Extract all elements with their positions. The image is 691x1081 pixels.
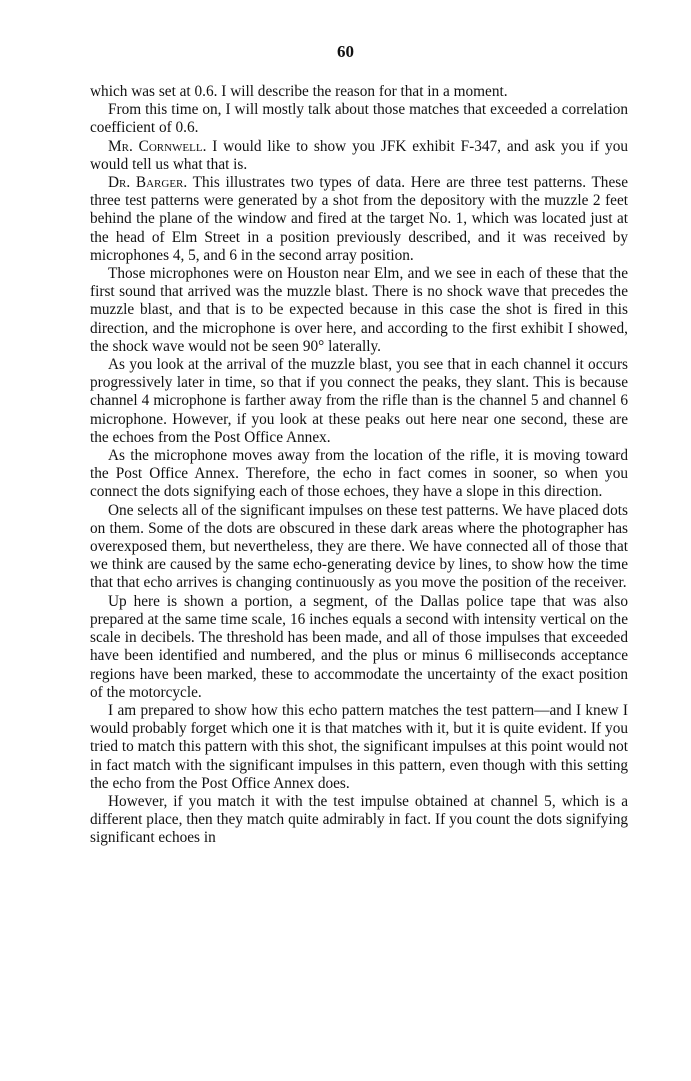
- paragraph: [90, 793, 628, 848]
- body-text: [90, 83, 628, 848]
- paragraph-text: As you look at the arrival of the muzzle blast, you see that in each channel it occurs progressively later in time, so that if you connect the peaks, they slant. This is because channel 4 microphone is farther away from the rifle than is the channel 5 and channel 6 microphone. However, if you look at these peaks out here near one second, these are the echoes from the Post Office Annex.: [90, 356, 628, 446]
- paragraph: [90, 356, 628, 447]
- paragraph: [90, 593, 628, 702]
- speaker-name: Mr. Cornwell.: [108, 137, 207, 155]
- paragraph-text: However, if you match it with the test impulse obtained at channel 5, which is a different place, then they match quite admirably in fact. If you count the dots signifying significant echoes in: [90, 792, 628, 847]
- paragraph: [90, 447, 628, 502]
- paragraph-text: I am prepared to show how this echo pattern matches the test pattern—and I knew I would probably forget which one it is that matches with it, but it is quite evident. If you tried to match this pattern with this shot, the significant impulses at this point would not in fact match with the significant impulses in this pattern, even though with this setting the echo from the Post Office Annex does.: [90, 701, 628, 792]
- paragraph: [90, 101, 628, 137]
- paragraph: [90, 502, 628, 593]
- paragraph-text: which was set at 0.6. I will describe the reason for that in a moment.: [90, 83, 508, 100]
- speaker-name: Dr. Barger.: [108, 174, 188, 192]
- paragraph-text: I would like to show you JFK exhibit F-347, and ask you if you would tell us what that is.: [90, 137, 628, 173]
- paragraph-text: Those microphones were on Houston near Elm, and we see in each of these that the first sound that arrived was the muzzle blast. There is no shock wave that precedes the muzzle blast, and that is to be expected because in this case the shot is fired in this direction, and the microphone is over here, and according to the first exhibit I showed, the shock wave would not be seen 90° laterally.: [90, 265, 628, 355]
- paragraph-text: As the microphone moves away from the location of the rifle, it is moving toward the Post Office Annex. Therefore, the echo in fact comes in sooner, so when you connect the dots signifying each of those echoes, they have a slope in this direction.: [90, 447, 628, 501]
- paragraph: [90, 265, 628, 356]
- page-number: 60: [337, 42, 354, 61]
- paragraph-text: Up here is shown a portion, a segment, of the Dallas police tape that was also prepared at the same time scale, 16 inches equals a second with intensity vertical on the scale in decibels. The threshold has been made, and all of those impulses that exceeded have been identified and numbered, and the plus or minus 6 milliseconds acceptance regions have been marked, these to accommodate the uncertainty of the exact position of the motorcycle.: [90, 592, 628, 701]
- paragraph: [90, 138, 628, 174]
- paragraph: [90, 83, 628, 101]
- paragraph-text: From this time on, I will mostly talk about those matches that exceeded a correlation coefficient of 0.6.: [90, 101, 628, 137]
- paragraph-text: One selects all of the significant impulses on these test patterns. We have placed dots on them. Some of the dots are obscured in these dark areas where the photographer has overexposed them, but nevertheless, they are there. We have connected all of those that we think are caused by the same echo-generating device by lines, to show how the time that that echo arrives is changing continuously as you move the position of the receiver.: [90, 501, 628, 592]
- paragraph-text: This illustrates two types of data. Here are three test patterns. These three test patterns were generated by a shot from the depository with the muzzle 2 feet behind the plane of the window and fired at the target No. 1, which was located just at the head of Elm Street in a position previously described, and it was received by microphones 4, 5, and 6 in the second array position.: [90, 174, 628, 264]
- paragraph: [90, 702, 628, 793]
- paragraph: [90, 174, 628, 265]
